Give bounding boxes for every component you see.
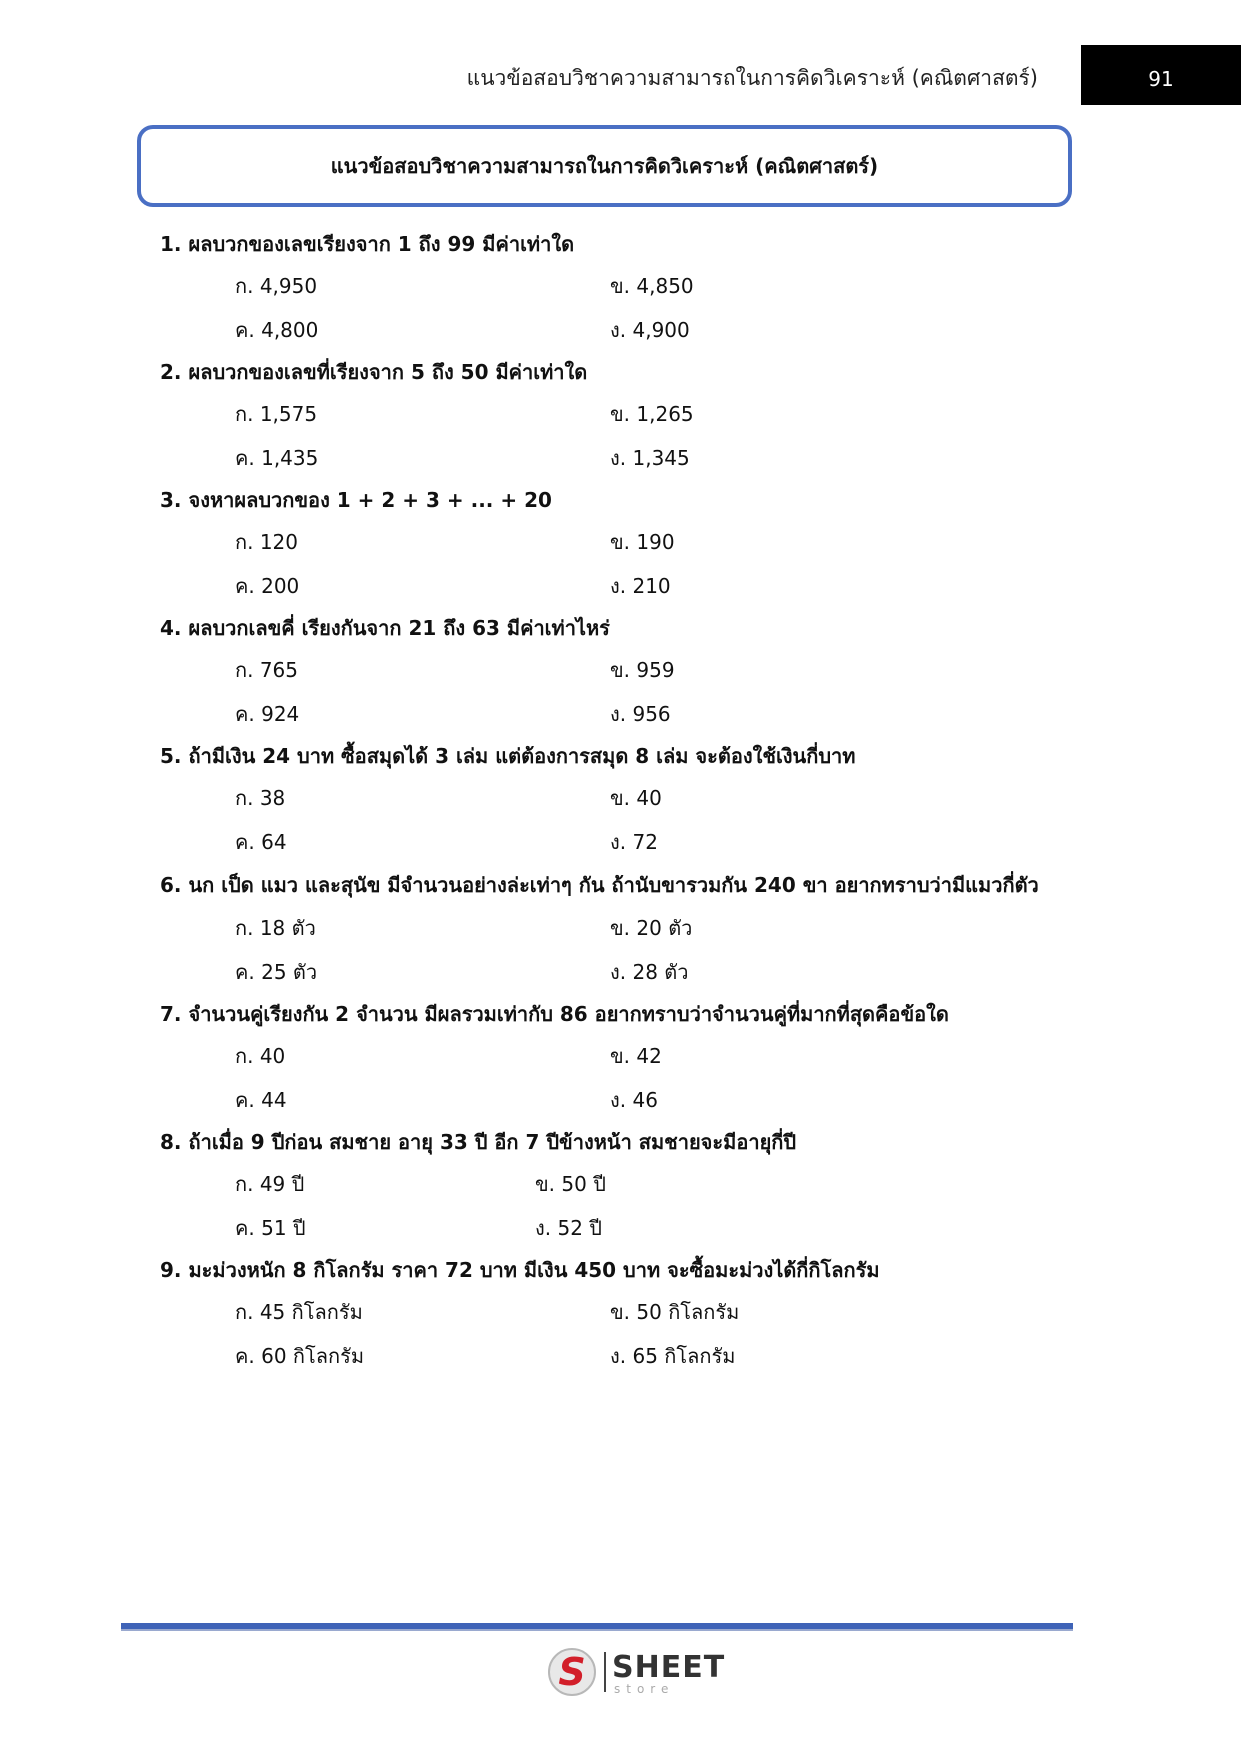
choice-a: ก. 40	[235, 1044, 286, 1068]
choice-a: ก. 18 ตัว	[235, 916, 316, 940]
question-block	[160, 994, 1100, 1122]
choice-c: ค. 924	[235, 702, 300, 726]
choice-d: ง. 52 ปี	[535, 1216, 602, 1240]
choice-a: ก. 765	[235, 658, 298, 682]
running-header-title: แนวข้อสอบวิชาความสามารถในการคิดวิเคราะห์ (คณิตศาสตร์)	[466, 66, 1038, 90]
choice-d: ง. 46	[610, 1088, 658, 1112]
choice-b: ข. 190	[610, 530, 675, 554]
choice-d: ง. 72	[610, 830, 658, 854]
choice-d: ง. 4,900	[610, 318, 690, 342]
choice-c: ค. 64	[235, 830, 287, 854]
choice-a: ก. 45 กิโลกรัม	[235, 1300, 363, 1324]
choice-c: ค. 25 ตัว	[235, 960, 318, 984]
question-block	[160, 224, 1100, 352]
question-block	[160, 1250, 1100, 1378]
choice-b: ข. 959	[610, 658, 675, 682]
question-text: 2. ผลบวกของเลขที่เรียงจาก 5 ถึง 50 มีค่าเท่าใด	[160, 360, 588, 384]
logo-letter: S	[558, 1650, 586, 1694]
question-text: 6. นก เป็ด แมว และสุนัข มีจำนวนอย่างล่ะเท่าๆ กัน ถ้านับขารวมกัน 240 ขา อยากทราบว่ามีแมวกี่ตัว	[160, 873, 1039, 897]
logo-subword: store	[614, 1682, 675, 1696]
question-list	[160, 224, 1100, 1378]
choice-a: ก. 4,950	[235, 274, 318, 298]
question-text: 4. ผลบวกเลขคี่ เรียงกันจาก 21 ถึง 63 มีค่าเท่าไหร่	[160, 616, 610, 640]
section-title: แนวข้อสอบวิชาความสามารถในการคิดวิเคราะห์ (คณิตศาสตร์)	[330, 154, 879, 178]
question-text: 9. มะม่วงหนัก 8 กิโลกรัม ราคา 72 บาท มีเงิน 450 บาท จะซื้อมะม่วงได้กี่กิโลกรัม	[160, 1258, 880, 1282]
choice-b: ข. 50 ปี	[535, 1172, 606, 1196]
choice-b: ข. 4,850	[610, 274, 694, 298]
choice-b: ข. 1,265	[610, 402, 694, 426]
logo-word: SHEET	[612, 1650, 726, 1685]
logo-separator	[604, 1652, 606, 1692]
choice-b: ข. 50 กิโลกรัม	[610, 1300, 740, 1324]
choice-c: ค. 4,800	[235, 318, 319, 342]
question-text: 1. ผลบวกของเลขเรียงจาก 1 ถึง 99 มีค่าเท่าใด	[160, 232, 575, 256]
choice-c: ค. 200	[235, 574, 300, 598]
question-text: 8. ถ้าเมื่อ 9 ปีก่อน สมชาย อายุ 33 ปี อีก 7 ปีข้างหน้า สมชายจะมีอายุกี่ปี	[160, 1130, 797, 1154]
footer-divider	[121, 1623, 1073, 1631]
question-text: 7. จำนวนคู่เรียงกัน 2 จำนวน มีผลรวมเท่ากับ 86 อยากทราบว่าจำนวนคู่ที่มากที่สุดคือข้อใด	[160, 1002, 949, 1026]
choice-b: ข. 20 ตัว	[610, 916, 693, 940]
page-number-box	[1081, 45, 1241, 105]
choice-b: ข. 42	[610, 1044, 662, 1068]
question-text: 5. ถ้ามีเงิน 24 บาท ซื้อสมุดได้ 3 เล่ม แต่ต้องการสมุด 8 เล่ม จะต้องใช้เงินกี่บาท	[160, 744, 856, 768]
section-title-box	[137, 125, 1072, 207]
choice-a: ก. 1,575	[235, 402, 318, 426]
choice-c: ค. 1,435	[235, 446, 319, 470]
choice-a: ก. 38	[235, 786, 286, 810]
page-number: 91	[1148, 67, 1174, 91]
question-block	[160, 352, 1100, 480]
sheet-store-logo	[548, 1648, 726, 1696]
choice-d: ง. 65 กิโลกรัม	[610, 1344, 736, 1368]
question-block	[160, 864, 1100, 994]
choice-a: ก. 49 ปี	[235, 1172, 305, 1196]
question-block	[160, 736, 1100, 864]
choice-d: ง. 210	[610, 574, 671, 598]
question-text: 3. จงหาผลบวกของ 1 + 2 + 3 + ... + 20	[160, 488, 552, 512]
choice-c: ค. 60 กิโลกรัม	[235, 1344, 365, 1368]
choice-c: ค. 44	[235, 1088, 287, 1112]
choice-c: ค. 51 ปี	[235, 1216, 306, 1240]
choice-d: ง. 28 ตัว	[610, 960, 689, 984]
choice-d: ง. 956	[610, 702, 671, 726]
choice-a: ก. 120	[235, 530, 298, 554]
choice-b: ข. 40	[610, 786, 662, 810]
choice-d: ง. 1,345	[610, 446, 690, 470]
question-block	[160, 608, 1100, 736]
question-block	[160, 480, 1100, 608]
question-block	[160, 1122, 1100, 1250]
